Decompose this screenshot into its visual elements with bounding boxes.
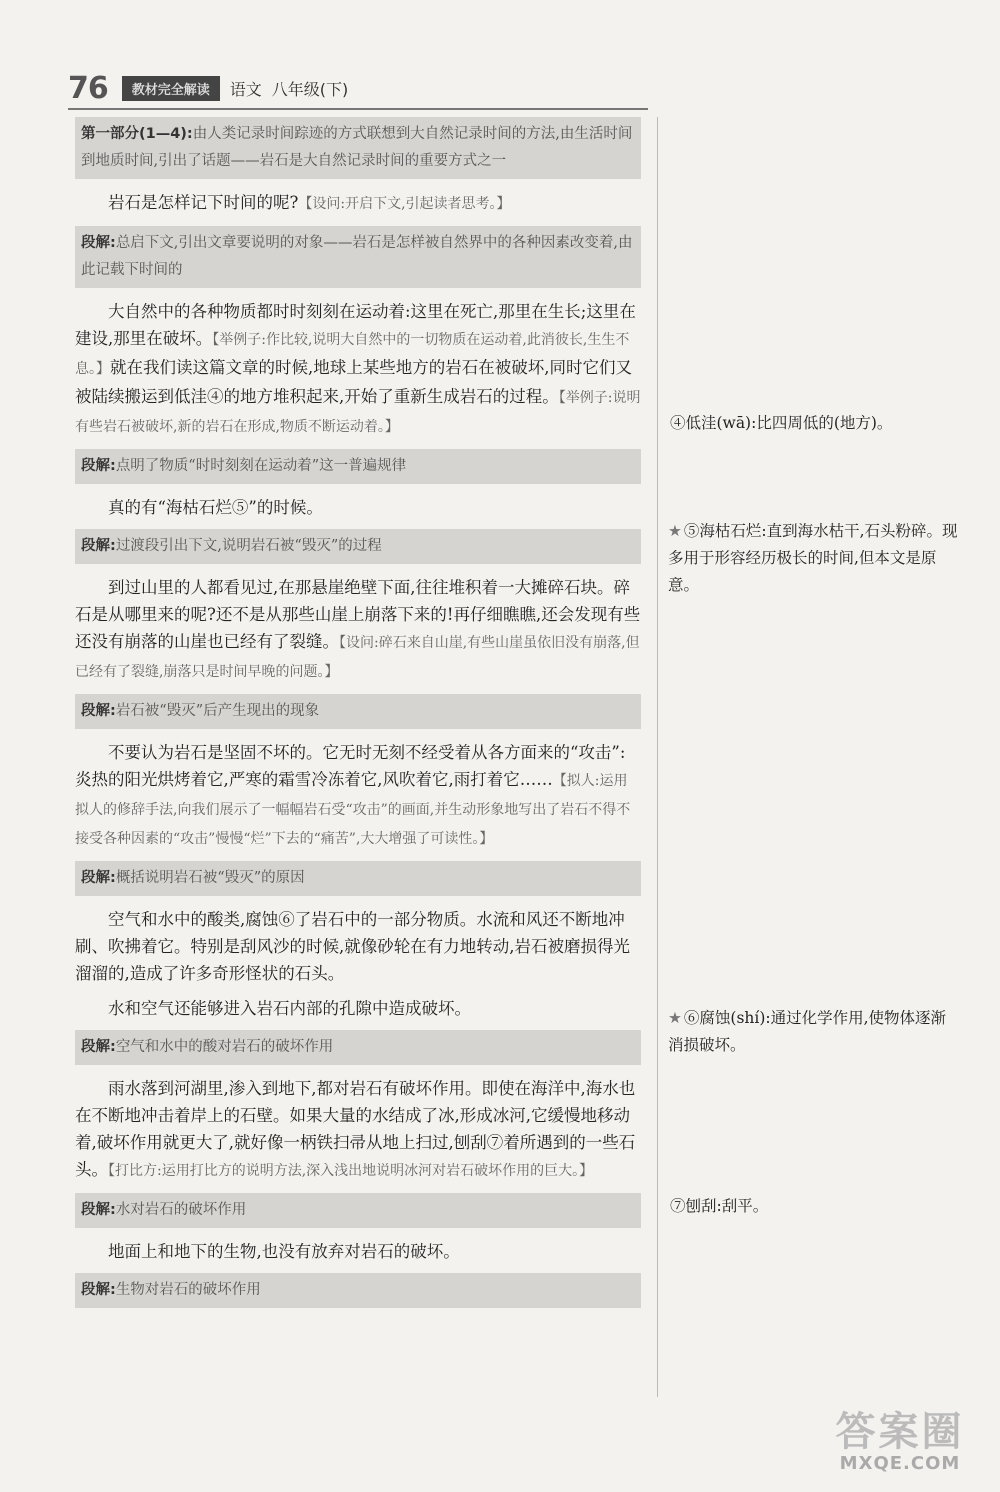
paragraph-analysis: 段解:生物对岩石的破坏作用 <box>75 1273 641 1308</box>
page-header <box>68 68 348 108</box>
sidenote-7: ⑦刨刮:刮平。 <box>670 1197 769 1215</box>
inline-annotation: 【设问:碎石来自山崖,有些山崖虽依旧没有崩落,但已经有了裂缝,崩落只是时间早晚的问题。】 <box>75 635 640 680</box>
body-paragraph: 雨水落到河湖里,渗入到地下,都对岩石有破坏作用。即使在海洋中,海水也在不断地冲击着岸上的石壁。如果大量的水结成了冰,形成冰河,它缓慢地移动着,破坏作用就更大了,就好像一柄铁扫帚从地上扫过,刨刮⑦着所遇到的一些石头。【打比方:运用打比方的说明方法,深入浅出地说明冰河对岩石破坏作用的巨大。】 <box>75 1079 636 1179</box>
star-icon: ★ <box>668 522 682 540</box>
series-badge: 教材完全解读 <box>122 76 220 101</box>
paragraph-analysis: 段解:点明了物质“时时刻刻在运动着”这一普遍规律 <box>75 449 641 484</box>
sidenote-4: ④低洼(wā):比四周低的(地方)。 <box>670 414 893 432</box>
section-summary: 第一部分(1—4):由人类记录时间踪迹的方式联想到大自然记录时间的方法,由生活时间到地质时间,引出了话题——岩石是大自然记录时间的重要方式之一 <box>75 117 641 179</box>
inline-annotation: 【打比方:运用打比方的说明方法,深入浅出地说明冰河对岩石破坏作用的巨大。】 <box>108 1163 594 1179</box>
watermark-url: MXQE.COM <box>839 1453 961 1474</box>
grade-label: 八年级(下) <box>271 79 349 99</box>
inline-annotation: 【设问:开启下文,引起读者思考。】 <box>298 196 511 212</box>
body-paragraph: 空气和水中的酸类,腐蚀⑥了岩石中的一部分物质。水流和风还不断地冲刷、吹拂着它。特别是刮风沙的时候,就像砂轮在有力地转动,岩石被磨损得光溜溜的,造成了许多奇形怪状的石头。 <box>75 910 630 983</box>
body-paragraph: 水和空气还能够进入岩石内部的孔隙中造成破坏。 <box>108 999 471 1018</box>
main-text-column <box>75 117 641 1318</box>
body-paragraph: 真的有“海枯石烂⑤”的时候。 <box>108 498 323 517</box>
paragraph-analysis: 段解:水对岩石的破坏作用 <box>75 1193 641 1228</box>
star-icon: ★ <box>668 1009 682 1027</box>
body-paragraph: 到过山里的人都看见过,在那悬崖绝壁下面,往往堆积着一大摊碎石块。碎石是从哪里来的呢?还不是从那些山崖上崩落下来的!再仔细瞧瞧,还会发现有些还没有崩落的山崖也已经有了裂缝。【设问:碎石来自山崖,有些山崖虽依旧没有崩落,但已经有了裂缝,崩落只是时间早晚的问题。】 <box>75 578 641 680</box>
site-watermark <box>815 1400 985 1474</box>
paragraph-analysis: 段解:空气和水中的酸对岩石的破坏作用 <box>75 1030 641 1065</box>
paragraph-analysis: 段解:岩石被“毁灭”后产生现出的现象 <box>75 694 641 729</box>
body-paragraph: 不要认为岩石是坚固不坏的。它无时无刻不经受着从各方面来的“攻击”:炎热的阳光烘烤着它,严寒的霜雪冷冻着它,风吹着它,雨打着它……【拟人:运用拟人的修辞手法,向我们展示了一幅幅岩石受“攻击”的画面,并生动形象地写出了岩石不得不接受各种因素的“攻击”慢慢“烂”下去的“痛苦”,大大增强了可读性。】 <box>75 743 631 847</box>
inline-annotation: 【拟人:运用拟人的修辞手法,向我们展示了一幅幅岩石受“攻击”的画面,并生动形象地写出了岩石不得不接受各种因素的“攻击”慢慢“烂”下去的“痛苦”,大大增强了可读性。】 <box>75 773 631 847</box>
subject-label: 语文 <box>229 79 262 99</box>
paragraph-analysis: 段解:概括说明岩石被“毁灭”的原因 <box>75 861 641 896</box>
paragraph-analysis: 段解:总启下文,引出文章要说明的对象——岩石是怎样被自然界中的各种因素改变着,由此记载下时间的 <box>75 226 641 288</box>
body-paragraph: 岩石是怎样记下时间的呢?【设问:开启下文,引起读者思考。】 <box>108 193 511 212</box>
header-divider <box>68 108 648 110</box>
watermark-logo: 答案圈 <box>835 1409 965 1455</box>
paragraph-analysis: 段解:过渡段引出下文,说明岩石被“毁灭”的过程 <box>75 529 641 564</box>
page-number: 76 <box>68 70 108 106</box>
inline-annotation: 【举例子:说明有些岩石被破坏,新的岩石在形成,物质不断运动着。】 <box>75 390 641 435</box>
sidenote-6: ★ ⑥腐蚀(shí):通过化学作用,使物体逐渐消损破坏。 <box>668 1009 947 1054</box>
sidenote-5: ★ ⑤海枯石烂:直到海水枯干,石头粉碎。现多用于形容经历极长的时间,但本文是原意。 <box>668 522 958 594</box>
body-paragraph: 大自然中的各种物质都时时刻刻在运动着:这里在死亡,那里在生长;这里在建设,那里在破坏。【举例子:作比较,说明大自然中的一切物质在运动着,此消彼长,生生不息。】就在我们读这篇文章的时候,地球上某些地方的岩石在被破坏,同时它们又被陆续搬运到低洼④的地方堆积起来,开始了重新生成岩石的过程。【举例子:说明有些岩石被破坏,新的岩石在形成,物质不断运动着。】 <box>75 302 641 435</box>
inline-annotation: 【举例子:作比较,说明大自然中的一切物质在运动着,此消彼长,生生不息。】 <box>75 332 630 377</box>
column-divider <box>657 117 658 1397</box>
body-paragraph: 地面上和地下的生物,也没有放弃对岩石的破坏。 <box>108 1242 460 1261</box>
